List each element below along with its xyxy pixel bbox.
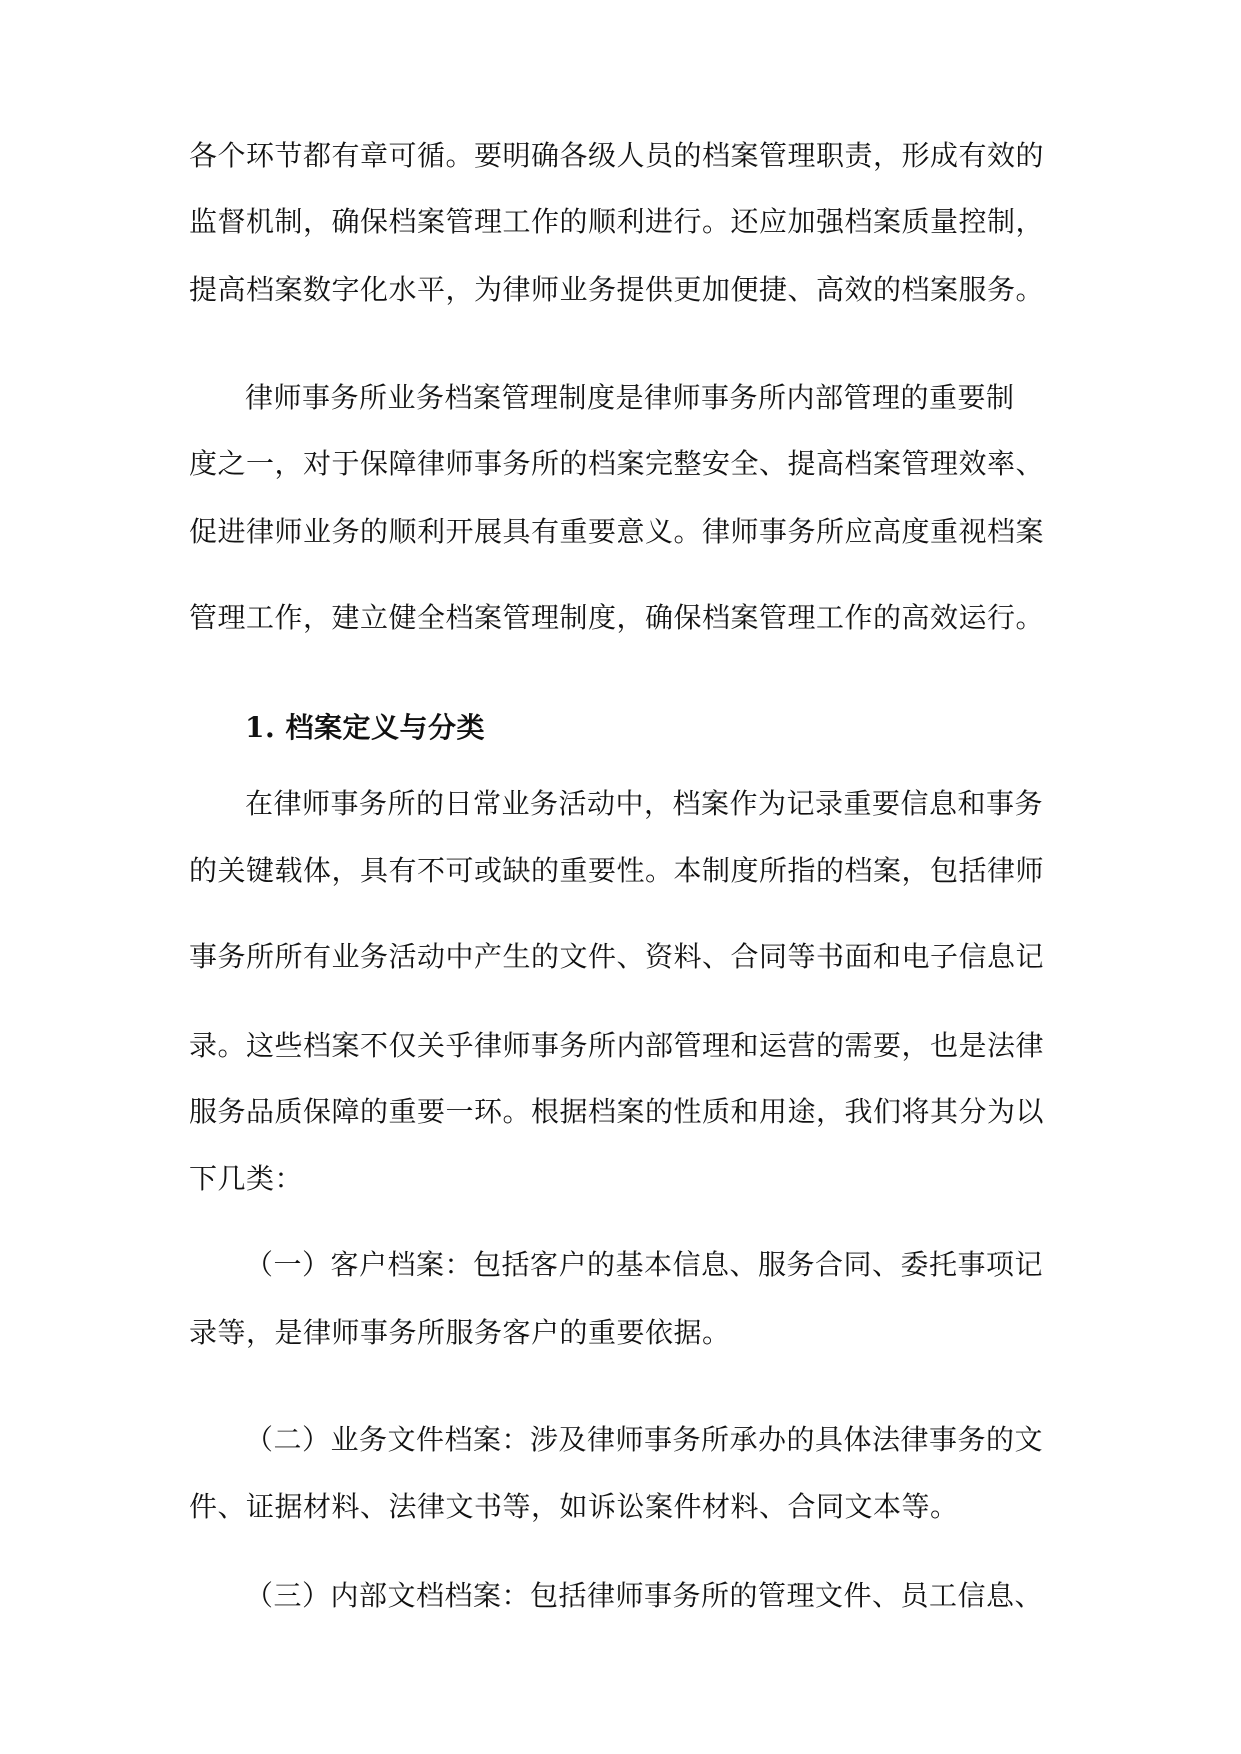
text-line: 录。这些档案不仅关乎律师事务所内部管理和运营的需要，也是法律 <box>189 1029 1045 1062</box>
text-line: 事务所所有业务活动中产生的文件、资料、合同等书面和电子信息记 <box>189 940 1045 973</box>
text-line: 下几类： <box>189 1162 304 1195</box>
text-line: 度之一，对于保障律师事务所的档案完整安全、提高档案管理效率、 <box>189 447 1045 480</box>
paragraph-first-line: 律师事务所业务档案管理制度是律师事务所内部管理的重要制 <box>245 381 1015 414</box>
text-line: 促进律师业务的顺利开展具有重要意义。律师事务所应高度重视档案 <box>189 515 1045 548</box>
text-line: 管理工作，建立健全档案管理制度，确保档案管理工作的高效运行。 <box>189 601 1045 634</box>
section-heading: 1. 档案定义与分类 <box>245 711 485 744</box>
text-line: 件、证据材料、法律文书等，如诉讼案件材料、合同文本等。 <box>189 1490 959 1523</box>
text-line: 的关键载体，具有不可或缺的重要性。本制度所指的档案，包括律师 <box>189 854 1045 887</box>
text-line: 监督机制，确保档案管理工作的顺利进行。还应加强档案质量控制， <box>189 205 1045 238</box>
list-item-first-line: （二）业务文件档案：涉及律师事务所承办的具体法律事务的文 <box>245 1423 1044 1456</box>
text-line: 服务品质保障的重要一环。根据档案的性质和用途，我们将其分为以 <box>189 1095 1045 1128</box>
paragraph-first-line: 在律师事务所的日常业务活动中，档案作为记录重要信息和事务 <box>245 787 1044 820</box>
text-line: 录等，是律师事务所服务客户的重要依据。 <box>189 1316 731 1349</box>
list-item-first-line: （一）客户档案：包括客户的基本信息、服务合同、委托事项记 <box>245 1248 1044 1281</box>
text-line: 各个环节都有章可循。要明确各级人员的档案管理职责，形成有效的 <box>189 139 1045 172</box>
list-item-first-line: （三）内部文档档案：包括律师事务所的管理文件、员工信息、 <box>245 1579 1044 1612</box>
text-line: 提高档案数字化水平，为律师业务提供更加便捷、高效的档案服务。 <box>189 273 1045 306</box>
